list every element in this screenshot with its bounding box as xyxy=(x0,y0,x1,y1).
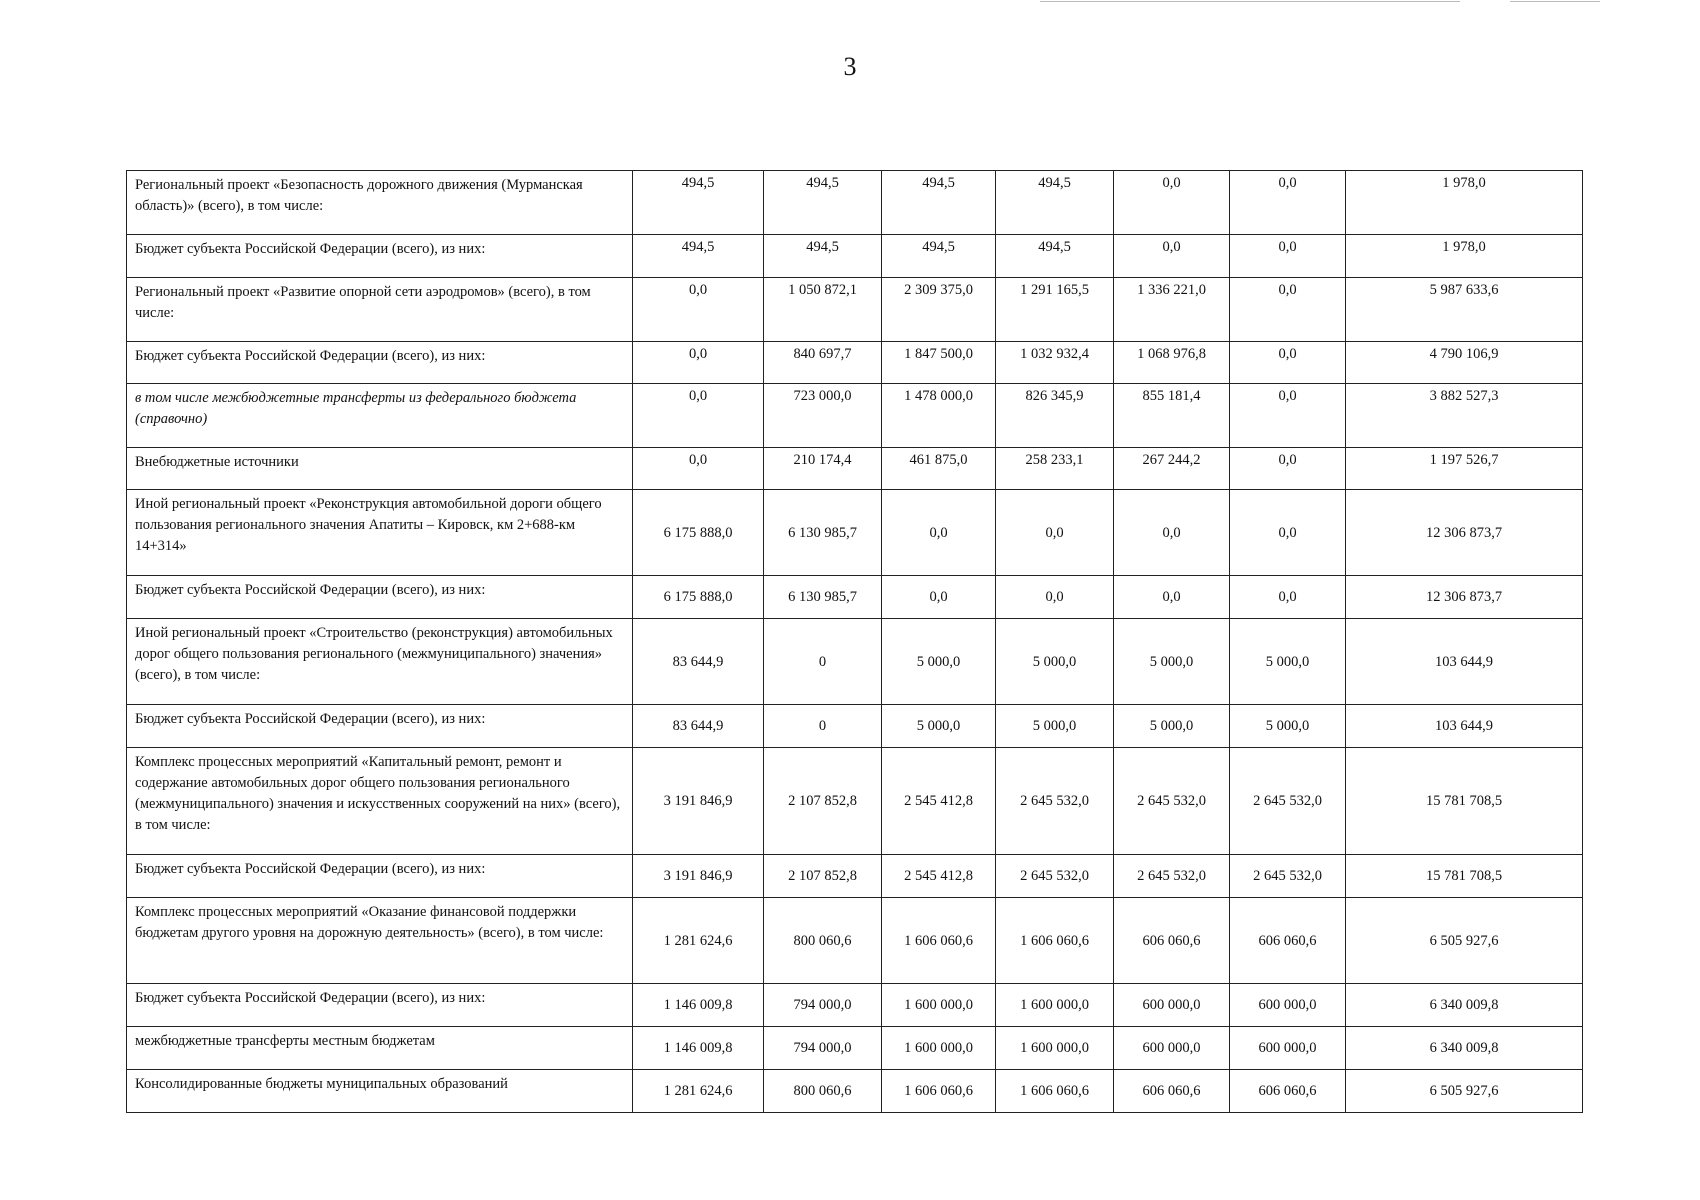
scan-edge-line xyxy=(1510,1,1600,2)
value-cell: 0 xyxy=(764,705,882,748)
value-cell: 494,5 xyxy=(882,235,996,278)
value-cell: 1 050 872,1 xyxy=(764,278,882,342)
value-cell: 83 644,9 xyxy=(633,619,764,705)
table-row xyxy=(127,619,1583,705)
table-row xyxy=(127,984,1583,1027)
value-cell: 494,5 xyxy=(996,171,1114,235)
row-label: Бюджет субъекта Российской Федерации (всего), из них: xyxy=(127,705,633,748)
value-cell: 0,0 xyxy=(882,490,996,576)
value-cell: 0,0 xyxy=(1230,235,1346,278)
value-cell: 2 107 852,8 xyxy=(764,855,882,898)
row-label: Бюджет субъекта Российской Федерации (всего), из них: xyxy=(127,342,633,384)
value-cell: 1 600 000,0 xyxy=(882,1027,996,1070)
scan-edge-line xyxy=(1040,1,1460,2)
row-label: Внебюджетные источники xyxy=(127,448,633,490)
value-cell: 0,0 xyxy=(1230,171,1346,235)
value-cell: 258 233,1 xyxy=(996,448,1114,490)
value-cell: 840 697,7 xyxy=(764,342,882,384)
value-cell: 800 060,6 xyxy=(764,898,882,984)
table-body xyxy=(127,171,1583,1113)
value-cell: 494,5 xyxy=(996,235,1114,278)
row-label: Консолидированные бюджеты муниципальных образований xyxy=(127,1070,633,1113)
value-cell: 2 645 532,0 xyxy=(1230,855,1346,898)
value-cell: 5 000,0 xyxy=(1230,705,1346,748)
value-cell: 1 600 000,0 xyxy=(996,1027,1114,1070)
value-cell: 0,0 xyxy=(633,342,764,384)
value-cell: 723 000,0 xyxy=(764,384,882,448)
value-cell: 2 545 412,8 xyxy=(882,855,996,898)
table-row xyxy=(127,748,1583,855)
value-cell: 494,5 xyxy=(882,171,996,235)
table-row xyxy=(127,490,1583,576)
value-cell: 267 244,2 xyxy=(1114,448,1230,490)
value-cell: 0,0 xyxy=(1230,448,1346,490)
value-cell: 2 645 532,0 xyxy=(1230,748,1346,855)
value-cell: 6 340 009,8 xyxy=(1346,1027,1583,1070)
value-cell: 2 645 532,0 xyxy=(1114,748,1230,855)
value-cell: 606 060,6 xyxy=(1114,898,1230,984)
value-cell: 494,5 xyxy=(764,171,882,235)
value-cell: 0,0 xyxy=(1230,278,1346,342)
row-label: Иной региональный проект «Строительство (реконструкция) автомобильных дорог общего пользования регионального (межмуниципального) значения» (всего), в том числе: xyxy=(127,619,633,705)
page-number: 3 xyxy=(843,52,857,81)
value-cell: 1 197 526,7 xyxy=(1346,448,1583,490)
table-row xyxy=(127,705,1583,748)
value-cell: 1 600 000,0 xyxy=(882,984,996,1027)
value-cell: 606 060,6 xyxy=(1114,1070,1230,1113)
value-cell: 1 606 060,6 xyxy=(882,1070,996,1113)
value-cell: 494,5 xyxy=(633,171,764,235)
table-row xyxy=(127,448,1583,490)
value-cell: 1 068 976,8 xyxy=(1114,342,1230,384)
row-label: Региональный проект «Безопасность дорожного движения (Мурманская область)» (всего), в том числе: xyxy=(127,171,633,235)
table-row xyxy=(127,1070,1583,1113)
value-cell: 0,0 xyxy=(1230,384,1346,448)
value-cell: 1 146 009,8 xyxy=(633,984,764,1027)
value-cell: 1 978,0 xyxy=(1346,235,1583,278)
value-cell: 800 060,6 xyxy=(764,1070,882,1113)
value-cell: 0,0 xyxy=(1114,171,1230,235)
value-cell: 1 847 500,0 xyxy=(882,342,996,384)
value-cell: 600 000,0 xyxy=(1114,984,1230,1027)
table-row xyxy=(127,342,1583,384)
value-cell: 0,0 xyxy=(996,576,1114,619)
value-cell: 0,0 xyxy=(633,384,764,448)
value-cell: 606 060,6 xyxy=(1230,1070,1346,1113)
value-cell: 6 340 009,8 xyxy=(1346,984,1583,1027)
value-cell: 1 978,0 xyxy=(1346,171,1583,235)
value-cell: 6 130 985,7 xyxy=(764,576,882,619)
value-cell: 794 000,0 xyxy=(764,1027,882,1070)
value-cell: 1 032 932,4 xyxy=(996,342,1114,384)
row-label: межбюджетные трансферты местным бюджетам xyxy=(127,1027,633,1070)
value-cell: 2 645 532,0 xyxy=(1114,855,1230,898)
value-cell: 600 000,0 xyxy=(1230,984,1346,1027)
value-cell: 5 987 633,6 xyxy=(1346,278,1583,342)
value-cell: 2 645 532,0 xyxy=(996,855,1114,898)
value-cell: 5 000,0 xyxy=(1114,619,1230,705)
value-cell: 2 645 532,0 xyxy=(996,748,1114,855)
value-cell: 826 345,9 xyxy=(996,384,1114,448)
value-cell: 15 781 708,5 xyxy=(1346,855,1583,898)
value-cell: 1 606 060,6 xyxy=(996,898,1114,984)
table-row xyxy=(127,576,1583,619)
value-cell: 0,0 xyxy=(1230,490,1346,576)
value-cell: 0,0 xyxy=(1230,576,1346,619)
value-cell: 1 281 624,6 xyxy=(633,898,764,984)
value-cell: 0,0 xyxy=(1114,235,1230,278)
value-cell: 461 875,0 xyxy=(882,448,996,490)
value-cell: 103 644,9 xyxy=(1346,619,1583,705)
value-cell: 494,5 xyxy=(633,235,764,278)
value-cell: 494,5 xyxy=(764,235,882,278)
row-label: Бюджет субъекта Российской Федерации (всего), из них: xyxy=(127,984,633,1027)
value-cell: 4 790 106,9 xyxy=(1346,342,1583,384)
value-cell: 0,0 xyxy=(1114,576,1230,619)
value-cell: 1 281 624,6 xyxy=(633,1070,764,1113)
value-cell: 0,0 xyxy=(882,576,996,619)
row-label: в том числе межбюджетные трансферты из федерального бюджета (справочно) xyxy=(127,384,633,448)
value-cell: 2 545 412,8 xyxy=(882,748,996,855)
value-cell: 103 644,9 xyxy=(1346,705,1583,748)
table-row xyxy=(127,855,1583,898)
row-label: Бюджет субъекта Российской Федерации (всего), из них: xyxy=(127,576,633,619)
value-cell: 6 505 927,6 xyxy=(1346,1070,1583,1113)
value-cell: 1 606 060,6 xyxy=(996,1070,1114,1113)
row-label: Комплекс процессных мероприятий «Капитальный ремонт, ремонт и содержание автомобильных дорог общего пользования регионального (межмуниципального) значения и искусственных сооружений на них» (всего), в том числе: xyxy=(127,748,633,855)
table-row xyxy=(127,898,1583,984)
value-cell: 15 781 708,5 xyxy=(1346,748,1583,855)
value-cell: 2 107 852,8 xyxy=(764,748,882,855)
value-cell: 1 146 009,8 xyxy=(633,1027,764,1070)
value-cell: 0,0 xyxy=(633,448,764,490)
value-cell: 5 000,0 xyxy=(882,619,996,705)
row-label: Иной региональный проект «Реконструкция автомобильной дороги общего пользования регионального значения Апатиты – Кировск, км 2+688-км 14+314» xyxy=(127,490,633,576)
value-cell: 210 174,4 xyxy=(764,448,882,490)
value-cell: 5 000,0 xyxy=(1114,705,1230,748)
table-row xyxy=(127,278,1583,342)
value-cell: 600 000,0 xyxy=(1230,1027,1346,1070)
table-row xyxy=(127,235,1583,278)
value-cell: 3 882 527,3 xyxy=(1346,384,1583,448)
table-row xyxy=(127,1027,1583,1070)
value-cell: 5 000,0 xyxy=(882,705,996,748)
budget-table xyxy=(126,170,1583,1113)
value-cell: 12 306 873,7 xyxy=(1346,490,1583,576)
value-cell: 1 478 000,0 xyxy=(882,384,996,448)
value-cell: 83 644,9 xyxy=(633,705,764,748)
value-cell: 6 505 927,6 xyxy=(1346,898,1583,984)
value-cell: 5 000,0 xyxy=(996,705,1114,748)
value-cell: 12 306 873,7 xyxy=(1346,576,1583,619)
value-cell: 600 000,0 xyxy=(1114,1027,1230,1070)
value-cell: 0,0 xyxy=(1114,490,1230,576)
row-label: Комплекс процессных мероприятий «Оказание финансовой поддержки бюджетам другого уровня на дорожную деятельность» (всего), в том числе: xyxy=(127,898,633,984)
value-cell: 3 191 846,9 xyxy=(633,748,764,855)
row-label: Бюджет субъекта Российской Федерации (всего), из них: xyxy=(127,235,633,278)
value-cell: 1 600 000,0 xyxy=(996,984,1114,1027)
value-cell: 1 606 060,6 xyxy=(882,898,996,984)
value-cell: 3 191 846,9 xyxy=(633,855,764,898)
value-cell: 5 000,0 xyxy=(1230,619,1346,705)
value-cell: 0,0 xyxy=(996,490,1114,576)
value-cell: 6 175 888,0 xyxy=(633,576,764,619)
value-cell: 0,0 xyxy=(633,278,764,342)
value-cell: 0 xyxy=(764,619,882,705)
row-label: Региональный проект «Развитие опорной сети аэродромов» (всего), в том числе: xyxy=(127,278,633,342)
value-cell: 855 181,4 xyxy=(1114,384,1230,448)
value-cell: 794 000,0 xyxy=(764,984,882,1027)
table-row xyxy=(127,384,1583,448)
value-cell: 1 336 221,0 xyxy=(1114,278,1230,342)
table-row xyxy=(127,171,1583,235)
value-cell: 2 309 375,0 xyxy=(882,278,996,342)
row-label: Бюджет субъекта Российской Федерации (всего), из них: xyxy=(127,855,633,898)
value-cell: 0,0 xyxy=(1230,342,1346,384)
value-cell: 5 000,0 xyxy=(996,619,1114,705)
value-cell: 6 175 888,0 xyxy=(633,490,764,576)
value-cell: 1 291 165,5 xyxy=(996,278,1114,342)
value-cell: 6 130 985,7 xyxy=(764,490,882,576)
value-cell: 606 060,6 xyxy=(1230,898,1346,984)
